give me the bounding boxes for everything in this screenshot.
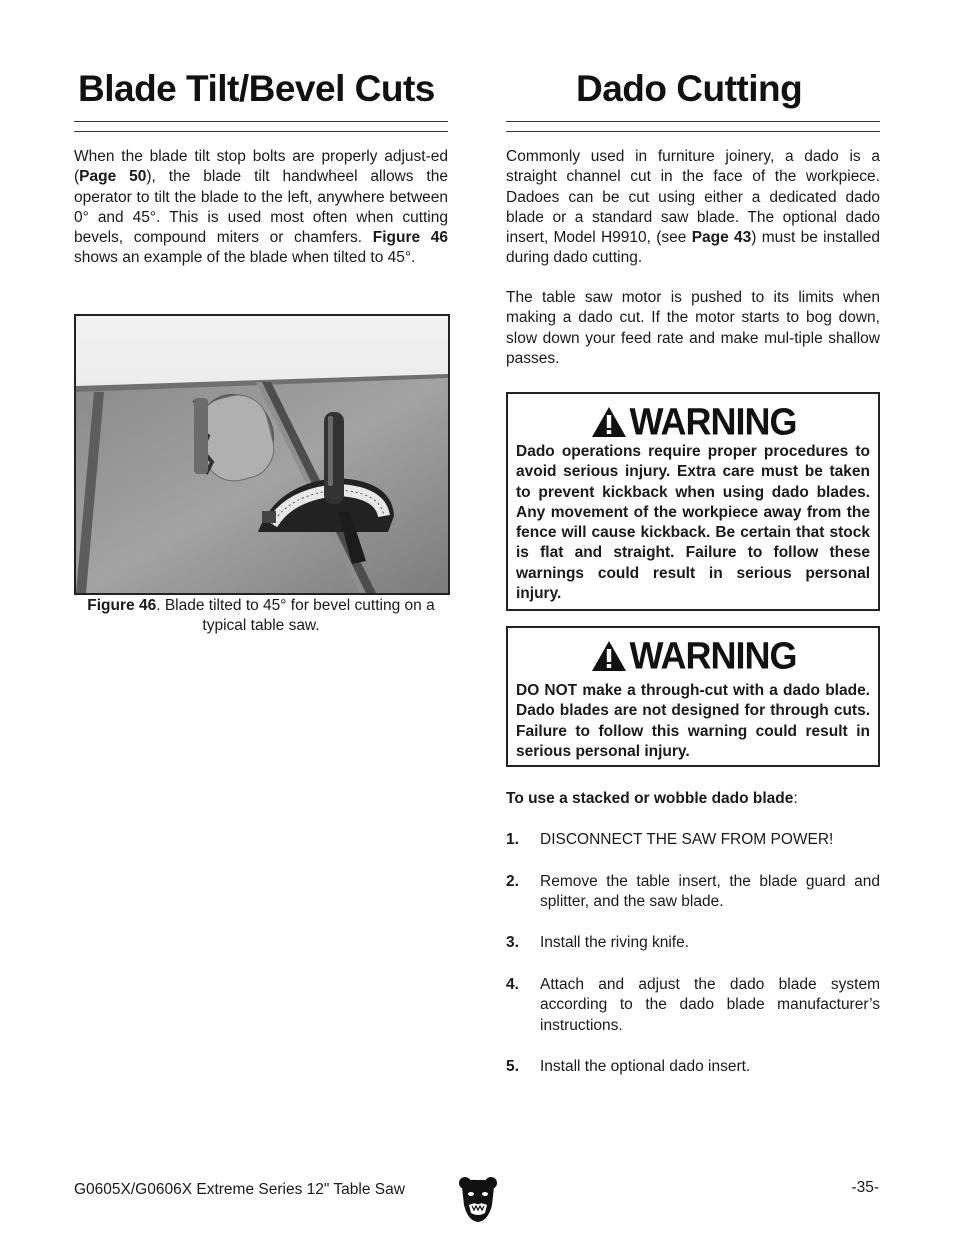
step-number: 1. bbox=[506, 831, 519, 848]
dado-intro-paragraph: Commonly used in furniture joinery, a dado is a straight channel cut in the face of the workpiece. Dadoes can be cut using either a dedicated dado blade or a standard saw blade. The optional dado insert, Model H9910, (see Page 43) must be installed during dado cutting. bbox=[506, 148, 880, 267]
step-number: 2. bbox=[506, 873, 519, 890]
title-rule-bottom bbox=[506, 131, 880, 132]
warning-label: WARNING bbox=[629, 633, 797, 677]
warning-triangle-icon bbox=[590, 639, 628, 673]
warning-triangle-icon bbox=[590, 405, 628, 439]
step-number: 5. bbox=[506, 1058, 519, 1075]
section-title-dado: Dado Cutting bbox=[576, 68, 803, 109]
step-item bbox=[506, 872, 880, 913]
step-text: Install the optional dado insert. bbox=[540, 1058, 751, 1075]
warning-label: WARNING bbox=[629, 399, 797, 443]
step-number: 4. bbox=[506, 976, 519, 993]
step-item bbox=[506, 933, 880, 953]
warning-2-text: DO NOT make a through-cut with a dado blade. Dado blades are not designed for through cuts. Failure to follow this warning could result in serious personal injury. bbox=[516, 682, 870, 760]
title-rule-bottom bbox=[74, 131, 448, 132]
step-text: Attach and adjust the dado blade system according to the dado blade manufacturer’s instructions. bbox=[540, 976, 880, 1034]
bear-logo-icon bbox=[458, 1175, 498, 1223]
warning-box-2 bbox=[506, 626, 880, 767]
step-text: Install the riving knife. bbox=[540, 934, 690, 951]
page-ref-link: Page 43 bbox=[691, 229, 752, 247]
blade-tilt-paragraph: When the blade tilt stop bolts are properly adjust-ed (Page 50), the blade tilt handwheel allows the operator to tilt the blade to the left, anywhere between 0° and 45°. This is used most often when cutting bevels, compound miters or chamfers. Figure 46 shows an example of the blade when tilted to 45°. bbox=[74, 148, 448, 267]
page-ref-link: Page 50 bbox=[79, 168, 147, 186]
step-text: Remove the table insert, the blade guard and splitter, and the saw blade. bbox=[540, 873, 880, 911]
warning-header bbox=[508, 633, 878, 677]
step-item bbox=[506, 975, 880, 1036]
step-item bbox=[506, 1057, 880, 1077]
warning-header bbox=[508, 399, 878, 443]
title-rule-top bbox=[506, 121, 880, 122]
step-item bbox=[506, 830, 880, 850]
figure-46-photo bbox=[74, 314, 450, 595]
section-title-blade-tilt: Blade Tilt/Bevel Cuts bbox=[78, 68, 435, 109]
dado-motor-paragraph: The table saw motor is pushed to its limits when making a dado cut. If the motor starts to bog down, slow down your feed rate and make mul-tiple shallow passes. bbox=[506, 289, 880, 367]
footer-model: G0605X/G0606X Extreme Series 12" Table Saw bbox=[74, 1181, 405, 1198]
figure-caption: Figure 46. Blade tilted to 45° for bevel cutting on a typical table saw. bbox=[87, 597, 435, 635]
warning-1-text: Dado operations require proper procedures to avoid serious injury. Extra care must be taken to prevent kickback when using dado blades. Any movement of the workpiece away from the fence will cause kickback. Be certain that stock is flat and straight. Failure to follow these warnings could result in serious personal injury. bbox=[516, 443, 870, 603]
step-text: DISCONNECT THE SAW FROM POWER! bbox=[540, 831, 834, 848]
warning-box-1 bbox=[506, 392, 880, 611]
page-number: -35- bbox=[851, 1179, 879, 1196]
title-rule-top bbox=[74, 121, 448, 122]
step-number: 3. bbox=[506, 934, 519, 951]
steps-intro: To use a stacked or wobble dado blade: bbox=[506, 790, 798, 807]
figure-ref: Figure 46 bbox=[372, 229, 448, 247]
